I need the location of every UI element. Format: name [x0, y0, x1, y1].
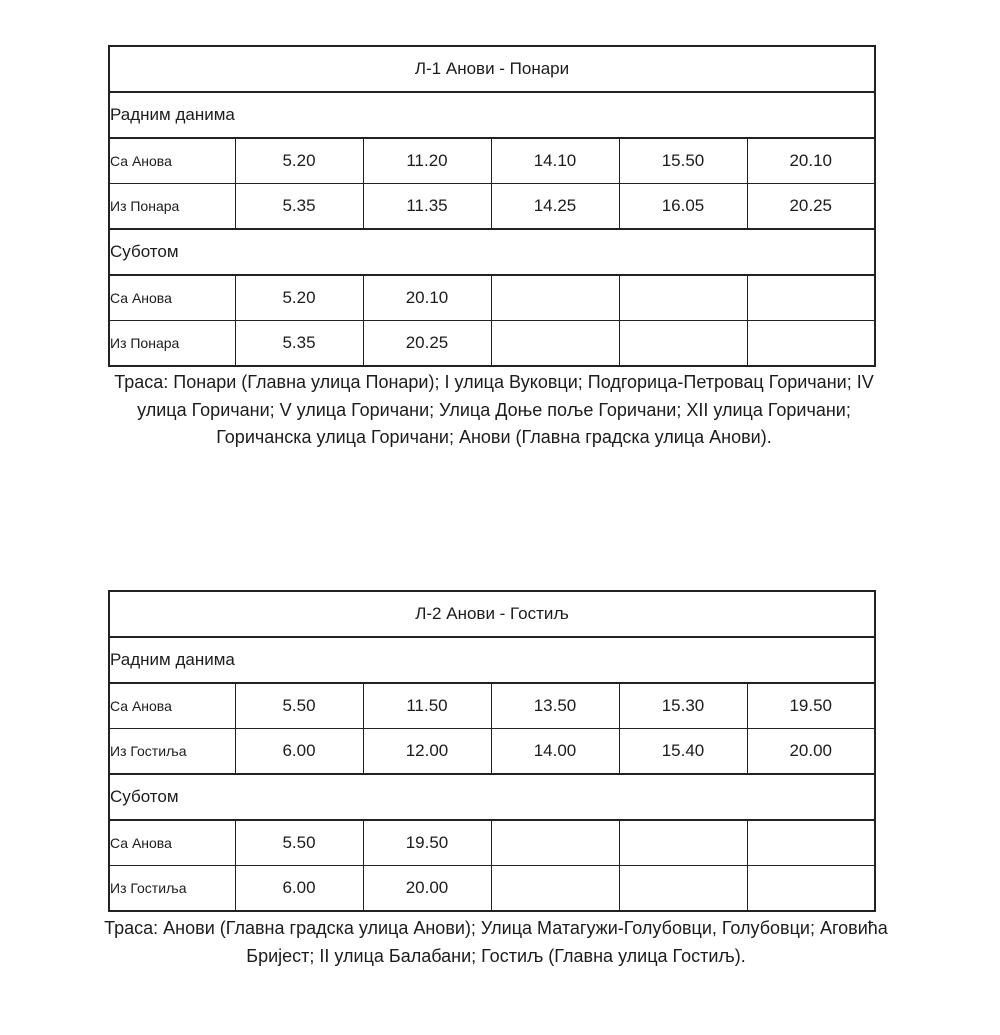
table-row — [109, 683, 875, 729]
time-cell: 5.20 — [235, 138, 363, 184]
time-cell: 15.50 — [619, 138, 747, 184]
time-cell: 15.30 — [619, 683, 747, 729]
saturday-section-label: Суботом — [109, 229, 875, 275]
time-cell: 20.00 — [363, 866, 491, 912]
time-cell — [491, 275, 619, 321]
time-cell — [747, 275, 875, 321]
weekdays-section-label: Радним данима — [109, 637, 875, 683]
time-cell: 11.50 — [363, 683, 491, 729]
table-row — [109, 321, 875, 367]
time-cell: 19.50 — [363, 820, 491, 866]
section-row-weekdays — [109, 92, 875, 138]
table-title-row — [109, 591, 875, 637]
time-cell — [747, 321, 875, 367]
row-label: Из Понара — [109, 184, 235, 230]
row-label: Са Анова — [109, 275, 235, 321]
table-title: Л-1 Анови - Понари — [109, 46, 875, 92]
table-title: Л-2 Анови - Гостиљ — [109, 591, 875, 637]
row-label: Са Анова — [109, 820, 235, 866]
section-row-saturday — [109, 229, 875, 275]
time-cell: 20.00 — [747, 729, 875, 775]
time-cell: 20.10 — [363, 275, 491, 321]
time-cell: 14.10 — [491, 138, 619, 184]
time-cell: 12.00 — [363, 729, 491, 775]
table-title-row — [109, 46, 875, 92]
time-cell — [747, 866, 875, 912]
row-label: Из Гостиља — [109, 866, 235, 912]
table-row — [109, 729, 875, 775]
route-description-l1: Траса: Понари (Главна улица Понари); I улица Вуковци; Подгорица-Петровац Горичани; IV улица Горичани; V улица Горичани; Улица Доње поље Горичани; XII улица Горичани; Горичанска улица Горичани; Анови (Главна градска улица Анови). — [114, 372, 874, 447]
row-label: Из Гостиља — [109, 729, 235, 775]
time-cell: 11.35 — [363, 184, 491, 230]
time-cell: 20.10 — [747, 138, 875, 184]
time-cell — [619, 866, 747, 912]
time-cell: 5.35 — [235, 321, 363, 367]
time-cell: 20.25 — [363, 321, 491, 367]
section-row-weekdays — [109, 637, 875, 683]
saturday-section-label: Суботом — [109, 774, 875, 820]
section-row-saturday — [109, 774, 875, 820]
table-row — [109, 820, 875, 866]
time-cell — [619, 820, 747, 866]
time-cell: 5.50 — [235, 683, 363, 729]
time-cell: 6.00 — [235, 866, 363, 912]
row-label: Са Анова — [109, 138, 235, 184]
timetable-l1 — [108, 45, 876, 367]
time-cell: 15.40 — [619, 729, 747, 775]
time-cell: 11.20 — [363, 138, 491, 184]
time-cell — [747, 820, 875, 866]
time-cell — [619, 321, 747, 367]
time-cell: 13.50 — [491, 683, 619, 729]
row-label: Из Понара — [109, 321, 235, 367]
route-description-l2: Траса: Анови (Главна градска улица Анови); Улица Матагужи-Голубовци, Голубовци; Аговића Бријест; II улица Балабани; Гостиљ (Главна улица Гостиљ). — [104, 918, 888, 966]
time-cell — [491, 820, 619, 866]
timetable-l2 — [108, 590, 876, 912]
table-row — [109, 866, 875, 912]
time-cell: 20.25 — [747, 184, 875, 230]
time-cell: 16.05 — [619, 184, 747, 230]
row-label: Са Анова — [109, 683, 235, 729]
time-cell: 14.25 — [491, 184, 619, 230]
time-cell: 5.35 — [235, 184, 363, 230]
time-cell — [491, 866, 619, 912]
time-cell — [491, 321, 619, 367]
time-cell — [619, 275, 747, 321]
time-cell: 14.00 — [491, 729, 619, 775]
time-cell: 19.50 — [747, 683, 875, 729]
time-cell: 6.00 — [235, 729, 363, 775]
weekdays-section-label: Радним данима — [109, 92, 875, 138]
table-row — [109, 138, 875, 184]
time-cell: 5.20 — [235, 275, 363, 321]
table-row — [109, 184, 875, 230]
table-row — [109, 275, 875, 321]
time-cell: 5.50 — [235, 820, 363, 866]
